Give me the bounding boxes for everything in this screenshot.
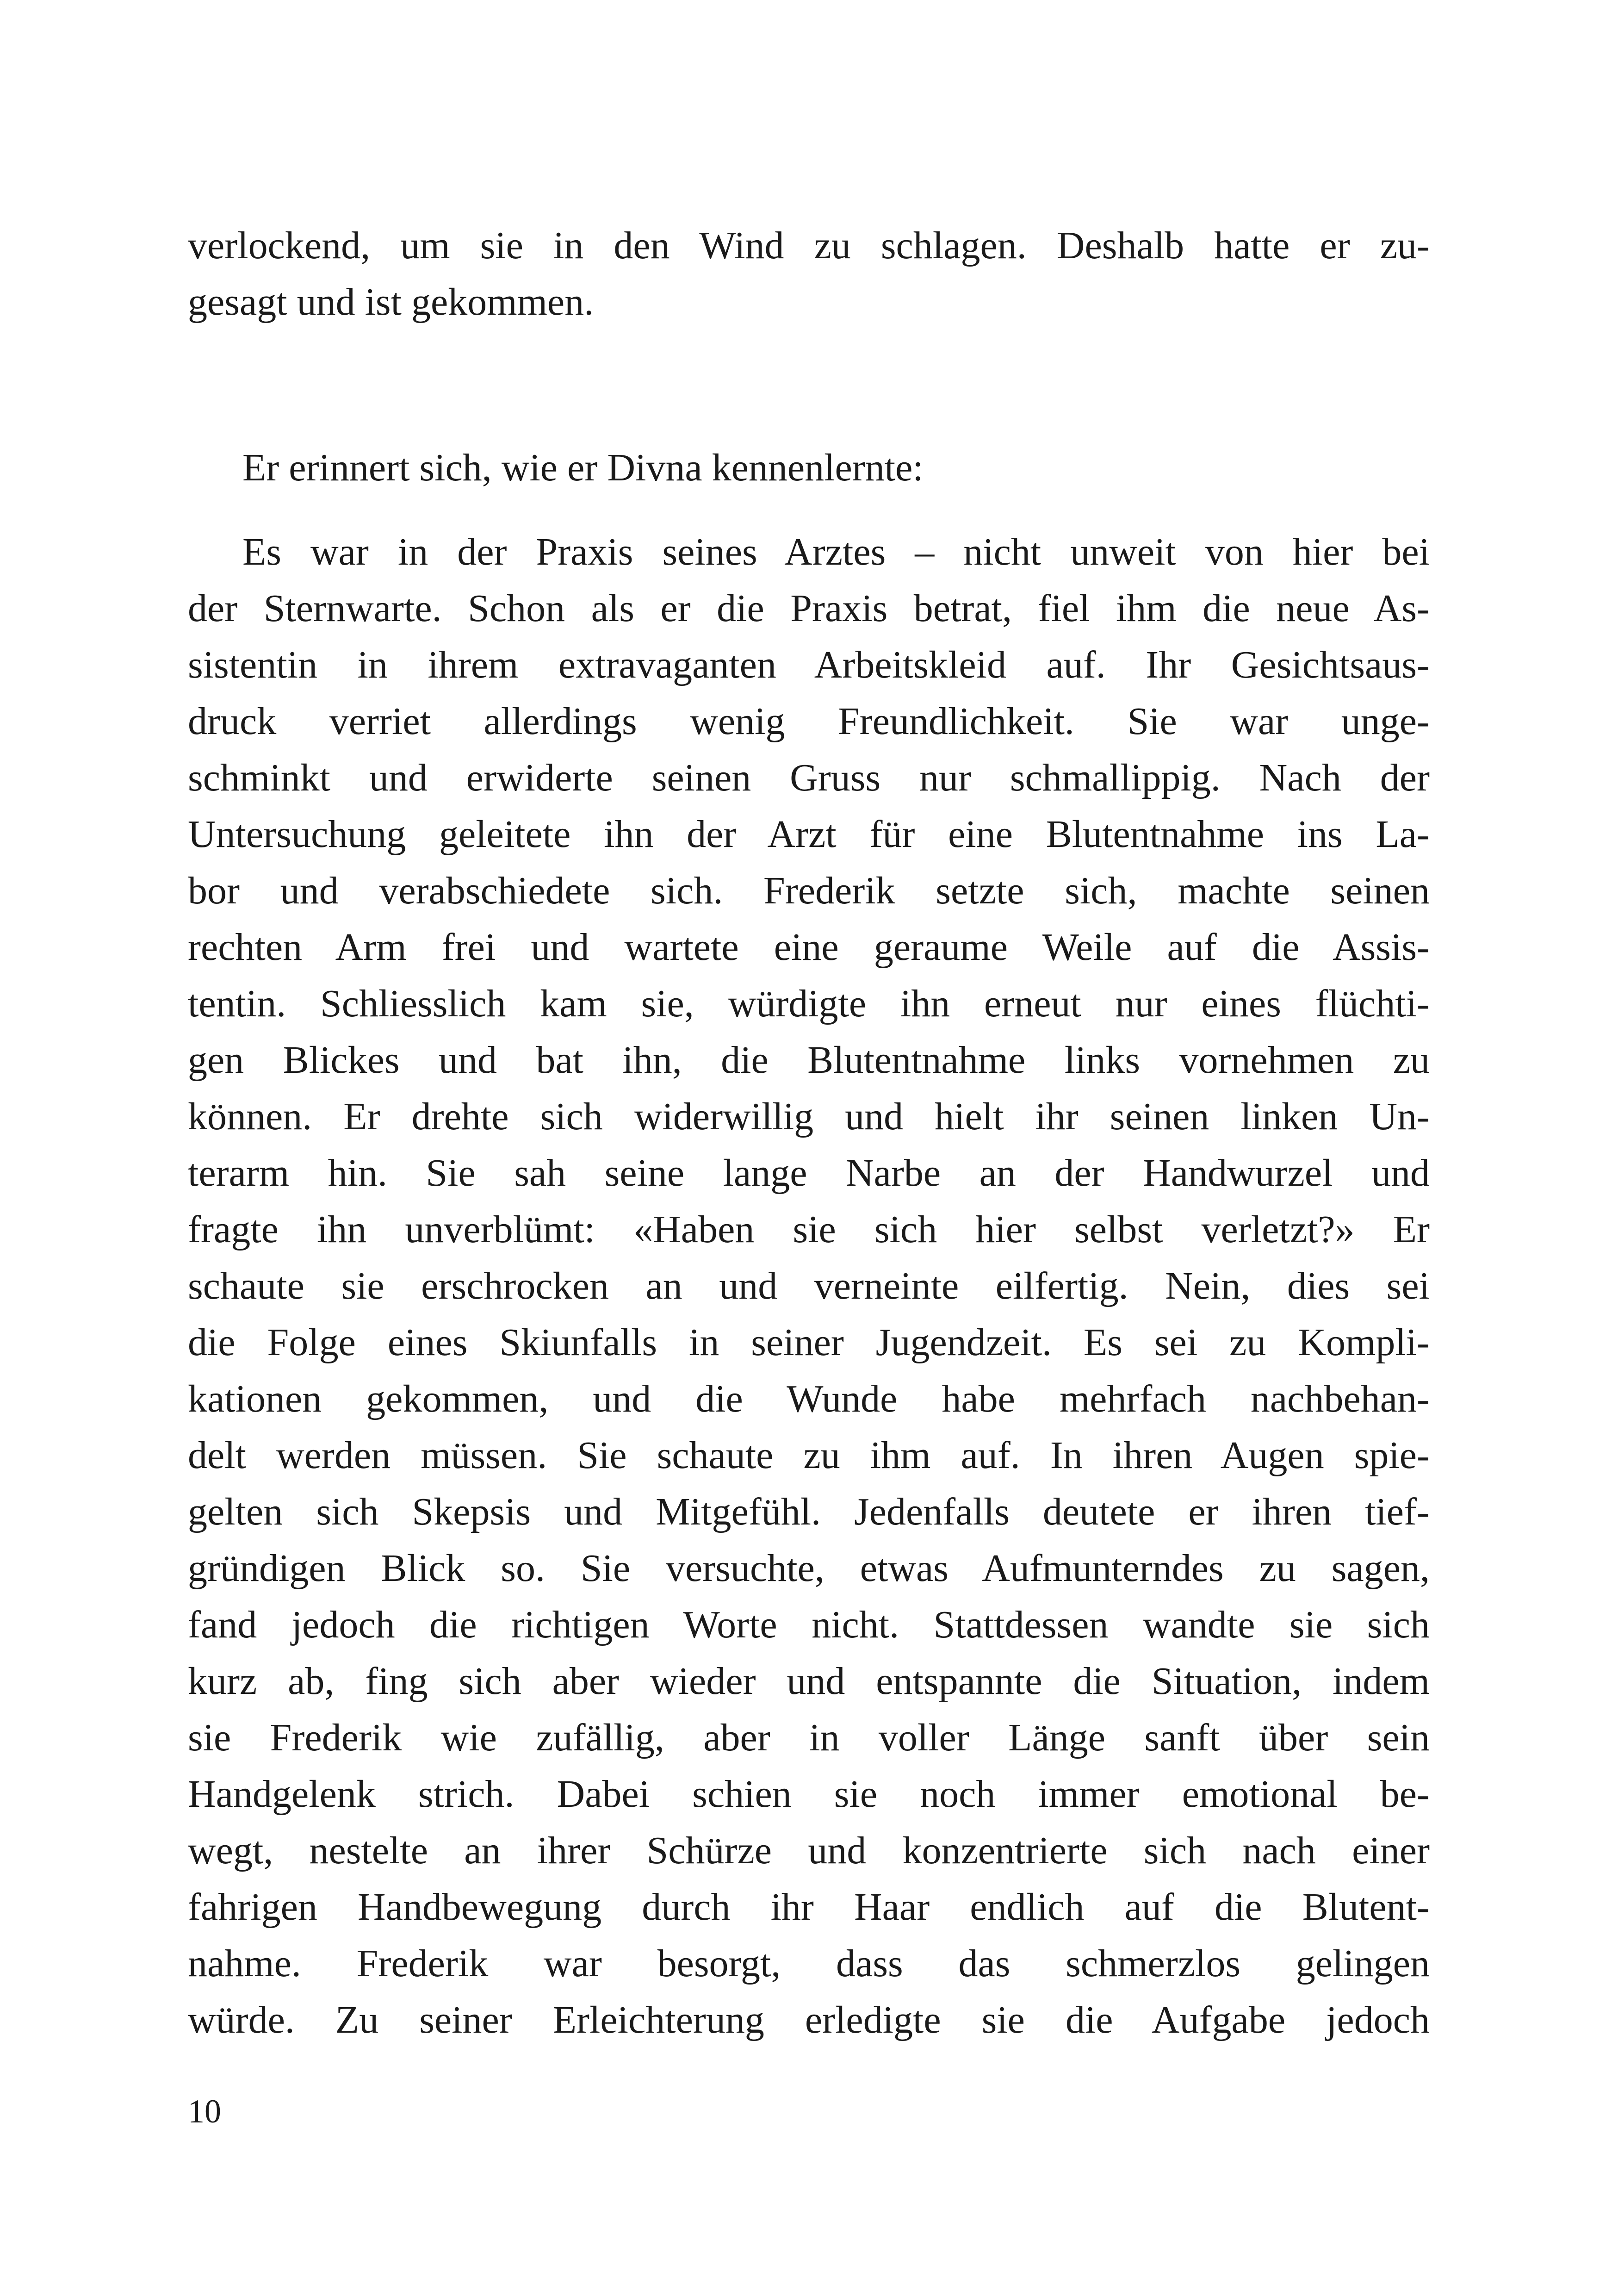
text-line: schminkt und erwiderte seinen Gruss nur schmallippig. Nach der — [188, 756, 1430, 799]
text-line: kurz ab, fing sich aber wieder und entspannte die Situation, indem — [188, 1660, 1430, 1703]
text-line: nahme. Frederik war besorgt, dass das schmerzlos gelingen — [188, 1942, 1430, 1985]
text-line: können. Er drehte sich widerwillig und hielt ihr seinen linken Un- — [188, 1095, 1430, 1138]
text-line: rechten Arm frei und wartete eine geraume Weile auf die Assis- — [188, 926, 1430, 969]
text-line: der Sternwarte. Schon als er die Praxis betrat, fiel ihm die neue As- — [188, 587, 1430, 630]
text-line: fragte ihn unverblümt: «Haben sie sich hier selbst verletzt?» Er — [188, 1208, 1430, 1251]
text-line: schaute sie erschrocken an und verneinte eilfertig. Nein, dies sei — [188, 1264, 1430, 1307]
text-line: würde. Zu seiner Erleichterung erledigte sie die Aufgabe jedoch — [188, 1998, 1430, 2041]
text-line: gelten sich Skepsis und Mitgefühl. Jedenfalls deutete er ihren tief- — [188, 1490, 1430, 1533]
text-line: die Folge eines Skiunfalls in seiner Jugendzeit. Es sei zu Kompli- — [188, 1321, 1430, 1364]
text-line: Es war in der Praxis seines Arztes – nicht unweit von hier bei — [242, 530, 1430, 573]
text-line: delt werden müssen. Sie schaute zu ihm auf. In ihren Augen spie- — [188, 1434, 1430, 1477]
text-line: kationen gekommen, und die Wunde habe mehrfach nachbehan- — [188, 1377, 1430, 1420]
text-line: tentin. Schliesslich kam sie, würdigte ihn erneut nur eines flüchti- — [188, 982, 1430, 1025]
text-line: gen Blickes und bat ihn, die Blutentnahme links vornehmen zu — [188, 1039, 1430, 1082]
page-number: 10 — [188, 2093, 221, 2130]
text-line: gesagt und ist gekommen. — [188, 280, 594, 324]
text-line: sie Frederik wie zufällig, aber in voller Länge sanft über sein — [188, 1716, 1430, 1759]
text-line: fahrigen Handbewegung durch ihr Haar endlich auf die Blutent- — [188, 1885, 1430, 1929]
text-line: terarm hin. Sie sah seine lange Narbe an der Handwurzel und — [188, 1151, 1430, 1195]
text-line: gründigen Blick so. Sie versuchte, etwas Aufmunterndes zu sagen, — [188, 1547, 1430, 1590]
text-line: Untersuchung geleitete ihn der Arzt für eine Blutentnahme ins La- — [188, 813, 1430, 856]
text-line: fand jedoch die richtigen Worte nicht. Stattdessen wandte sie sich — [188, 1603, 1430, 1646]
text-line: druck verriet allerdings wenig Freundlichkeit. Sie war unge- — [188, 700, 1430, 743]
text-line: bor und verabschiedete sich. Frederik setzte sich, machte seinen — [188, 869, 1430, 912]
text-line: Handgelenk strich. Dabei schien sie noch immer emotional be- — [188, 1773, 1430, 1816]
text-line: wegt, nestelte an ihrer Schürze und konzentrierte sich nach einer — [188, 1829, 1430, 1872]
text-line: verlockend, um sie in den Wind zu schlagen. Deshalb hatte er zu- — [188, 224, 1430, 267]
text-line: Er erinnert sich, wie er Divna kennenlernte: — [242, 446, 924, 489]
text-line: sistentin in ihrem extravaganten Arbeitskleid auf. Ihr Gesichtsaus- — [188, 643, 1430, 686]
